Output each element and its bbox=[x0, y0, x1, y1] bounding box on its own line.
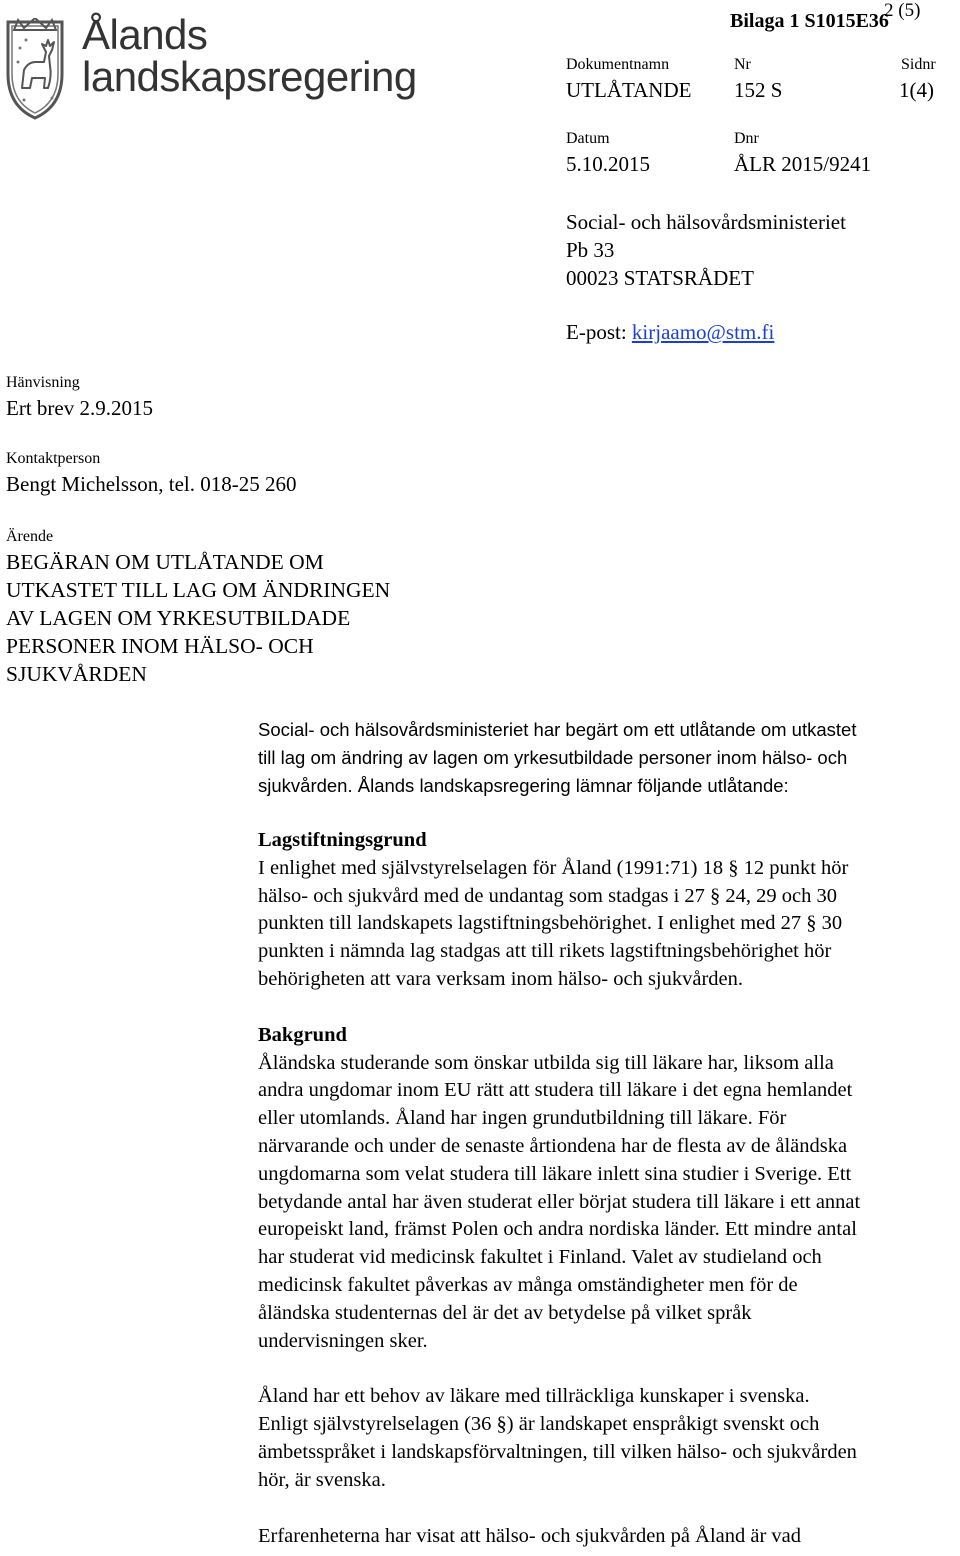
paragraph-bakgrund bbox=[258, 1050, 958, 1356]
attachment-label: Bilaga 1 S1015E36 bbox=[730, 10, 889, 32]
text-line: eller utomlands. Åland har ingen grundutbildning till läkare. För bbox=[258, 1107, 787, 1130]
paragraph-language bbox=[258, 1383, 958, 1494]
text-line: Åland har ett behov av läkare med tillräckliga kunskaper i svenska. bbox=[258, 1385, 810, 1408]
text-line: undervisningen sker. bbox=[258, 1329, 428, 1352]
sidnr-label: Sidnr bbox=[901, 56, 936, 73]
text-line: hälso- och sjukvård med de undantag som stadgas i 27 § 24, 29 och 30 bbox=[258, 884, 838, 907]
logo-wordmark bbox=[82, 11, 417, 100]
logo-line-2: landskapsregering bbox=[82, 53, 417, 100]
paragraph-lagstiftningsgrund bbox=[258, 855, 958, 994]
email-line bbox=[566, 320, 774, 345]
subject-line: UTKASTET TILL LAG OM ÄNDRINGEN bbox=[6, 578, 391, 602]
paragraph-experience bbox=[258, 1523, 958, 1551]
date-value: 5.10.2015 bbox=[566, 152, 650, 176]
email-link[interactable]: kirjaamo@stm.fi bbox=[631, 320, 775, 344]
text-line: behörigheten att vara verksam inom hälso- och sjukvården. bbox=[258, 967, 744, 990]
text-line: till lag om ändring av lagen om yrkesutbildade personer inom hälso- och bbox=[258, 747, 848, 768]
section-heading-lagstiftningsgrund: Lagstiftningsgrund bbox=[258, 829, 427, 851]
reference-value: Ert brev 2.9.2015 bbox=[6, 396, 153, 420]
subject-line: AV LAGEN OM YRKESUTBILDADE bbox=[6, 606, 351, 630]
reference-label: Hänvisning bbox=[6, 374, 80, 391]
text-line: hör, är svenska. bbox=[258, 1468, 386, 1491]
text-line: har studerat vid medicinsk fakultet i Finland. Valet av studieland och bbox=[258, 1246, 822, 1269]
text-line: sjukvården. Ålands landskapsregering lämnar följande utlåtande: bbox=[258, 775, 789, 796]
subject-label: Ärende bbox=[6, 528, 54, 545]
recipient-address bbox=[566, 208, 846, 292]
sidnr-value: 1(4) bbox=[899, 78, 934, 102]
contact-value: Bengt Michelsson, tel. 018-25 260 bbox=[6, 472, 297, 496]
recipient-line-1: Social- och hälsovårdsministeriet bbox=[566, 210, 846, 234]
text-line: punkten till landskapets lagstiftningsbehörighet. I enlighet med 27 § 30 bbox=[258, 912, 843, 935]
text-line: ungdomarna som velat studera till läkare inlett sina studier i Sverige. Ett bbox=[258, 1162, 852, 1185]
text-line: närvarande och under de senaste årtiondena har de flesta av de åländska bbox=[258, 1134, 848, 1157]
contact-label: Kontaktperson bbox=[6, 450, 101, 467]
text-line: betydande antal har även studerat eller börjat studera till läkare i ett annat bbox=[258, 1190, 861, 1213]
nr-label: Nr bbox=[734, 56, 751, 73]
subject-line: BEGÄRAN OM UTLÅTANDE OM bbox=[6, 550, 324, 574]
text-line: andra ungdomar inom EU rätt att studera till läkare i det egna hemlandet bbox=[258, 1079, 853, 1102]
section-heading-bakgrund: Bakgrund bbox=[258, 1023, 347, 1046]
email-label: E-post: bbox=[566, 320, 627, 344]
recipient-line-2: Pb 33 bbox=[566, 238, 615, 262]
text-line: europeiskt land, främst Polen och andra nordiska länder. Ett mindre antal bbox=[258, 1218, 857, 1241]
text-line: medicinsk fakultet påverkas av många omständigheter men för de bbox=[258, 1273, 798, 1296]
text-line: I enlighet med självstyrelselagen för Åland (1991:71) 18 § 12 punkt hör bbox=[258, 856, 849, 879]
coat-of-arms-icon bbox=[2, 18, 68, 122]
date-label: Datum bbox=[566, 130, 610, 147]
subject-line: SJUKVÅRDEN bbox=[6, 662, 147, 686]
doc-name-value: UTLÅTANDE bbox=[566, 78, 692, 102]
text-line: ämbetsspråket i landskapsförvaltningen, till vilken hälso- och sjukvården bbox=[258, 1440, 857, 1463]
text-line: åländska studenternas del är det av betydelse på vilket språk bbox=[258, 1301, 752, 1324]
document-body bbox=[258, 716, 958, 1550]
page-counter: 2 (5) bbox=[884, 0, 921, 21]
logo-line-1: Ålands bbox=[82, 11, 208, 58]
intro-paragraph bbox=[258, 716, 958, 800]
text-line: punkten i nämnda lag stadgas att till rikets lagstiftningsbehörighet hör bbox=[258, 940, 832, 963]
text-line: Social- och hälsovårdsministeriet har begärt om ett utlåtande om utkastet bbox=[258, 719, 857, 740]
recipient-line-3: 00023 STATSRÅDET bbox=[566, 266, 754, 290]
text-line: Erfarenheterna har visat att hälso- och sjukvården på Åland är vad bbox=[258, 1524, 802, 1547]
text-line: Enligt självstyrelselagen (36 §) är landskapet enspråkigt svenskt och bbox=[258, 1413, 820, 1436]
subject-heading bbox=[6, 548, 390, 688]
dnr-label: Dnr bbox=[734, 130, 759, 147]
text-line: Åländska studerande som önskar utbilda sig till läkare har, liksom alla bbox=[258, 1051, 834, 1074]
dnr-value: ÅLR 2015/9241 bbox=[734, 152, 872, 176]
doc-name-label: Dokumentnamn bbox=[566, 56, 670, 73]
nr-value: 152 S bbox=[734, 78, 783, 102]
subject-line: PERSONER INOM HÄLSO- OCH bbox=[6, 634, 314, 658]
